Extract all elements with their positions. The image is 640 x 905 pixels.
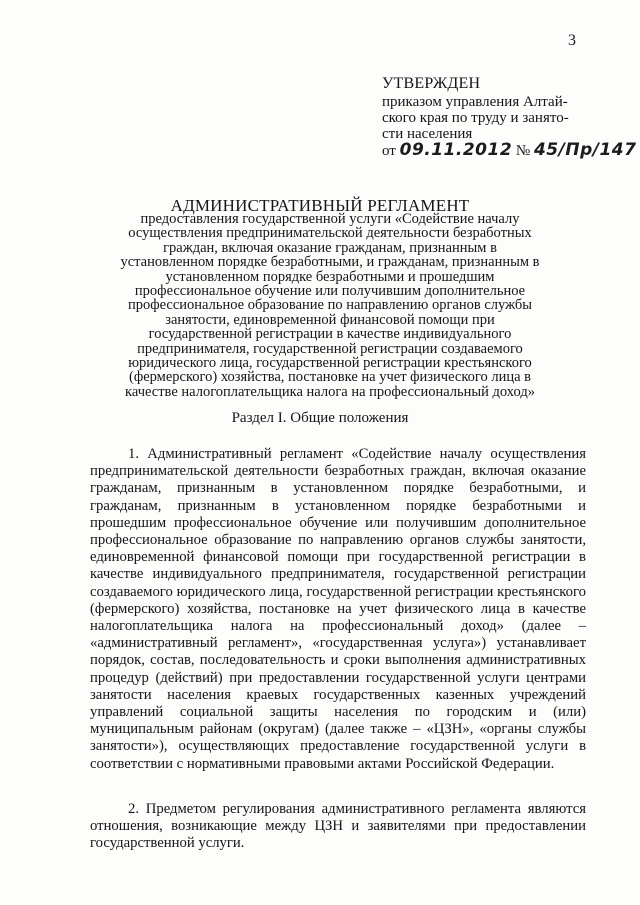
order-date: 09.11.2012 xyxy=(399,140,513,160)
paragraph-2: 2. Предметом регулирования административного регламента являются отношения, возникающие между ЦЗН и заявителями при предоставлении государственной услуги. xyxy=(90,801,586,852)
approval-line: сти населения xyxy=(382,126,473,142)
approval-heading: УТВЕРЖДЕН xyxy=(382,75,481,92)
regulation-subtitle: предоставления государственной услуги «Содействие началу осуществления предпринимательской деятельности безработных граждан, включая оказание гражданам, признанным в установленном порядке безработными, и гражданам, признанным в установленном порядке безработными и прошедшим профессиональное обучение или получившим дополнительное профессиональное образование по направлению органов службы занятости, единовременной финансовой помощи при государственной регистрации в качестве индивидуального предпринимателя, государственной регистрации создаваемого юридического лица, государственной регистрации крестьянского (фермерского) хозяйства, постановке на учет физического лица в качестве налогоплательщика налога на профессиональный доход» xyxy=(120,211,540,400)
paragraph-1: 1. Административный регламент «Содействие началу осуществления предпринимательской деятельности безработных граждан, включая оказание гражданам, признанным в установленном порядке безработными, и гражданам, признанным в установленном порядке безработными и прошедшим профессиональное обучение или получившим дополнительное профессиональное образование по направлению органов службы занятости, единовременной финансовой помощи при государственной регистрации в качестве индивидуального предпринимателя, государственной регистрации создаваемого юридического лица, государственной регистрации крестьянского (фермерского) хозяйства, постановке на учет физического лица в качестве налогоплательщика налога на профессиональный доход» (далее – «административный регламент», «государственная услуга») устанавливает порядок, состав, последовательность и сроки выполнения административных процедур (действий) при предоставлении государственной услуги центрами занятости населения краевых государственных казенных учреждений управлений социальной защиты населения по городским и (или) муниципальным районам (округам) (далее также – «ЦЗН», «органы службы занятости»), осуществляющих предоставление государственной услуги в соответствии с нормативными правовыми актами Российской Федерации. xyxy=(90,446,586,772)
order-from-label: от xyxy=(382,143,396,159)
approval-line: приказом управления Алтай- xyxy=(382,94,568,110)
section-title: Раздел I. Общие положения xyxy=(231,410,409,426)
order-number: 45/Пр/147 xyxy=(533,140,637,160)
paragraph-block xyxy=(90,446,586,773)
approval-line: ского края по труду и занято- xyxy=(382,110,569,126)
page-number: 3 xyxy=(568,32,576,49)
approval-block xyxy=(382,75,637,160)
paragraph-block xyxy=(90,801,586,853)
order-number-label: № xyxy=(515,143,531,159)
regulation-title: АДМИНИСТРАТИВНЫЙ РЕГЛАМЕНТ xyxy=(170,196,470,215)
order-reference xyxy=(382,140,637,160)
